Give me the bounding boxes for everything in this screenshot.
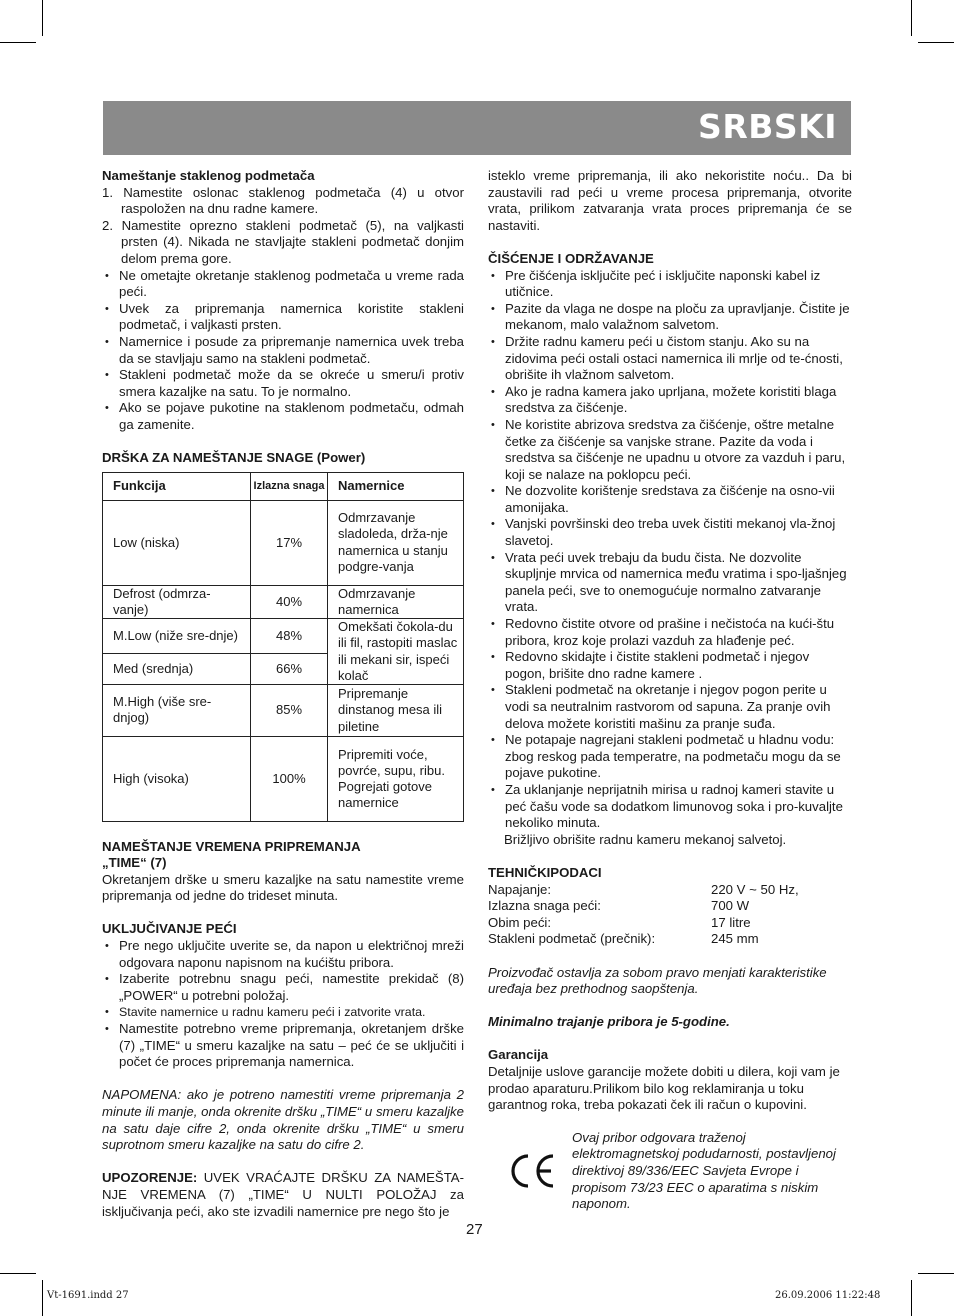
crop-mark (918, 42, 954, 43)
page-number: 27 (466, 1221, 483, 1238)
list-item: • Pazite da vlaga ne dospe na ploču za upravljanje. Čistite je mekanom, malo valažnom salvetom. (488, 301, 852, 334)
list-item: • Namestite potrebno vreme pripremanja, okretanjem drške (7) „TIME“ u smeru kazaljke na satu – peć će se uključiti i počet će proces pripremanja namernica. (102, 1021, 464, 1071)
section-heading: „TIME“ (7) (102, 855, 167, 871)
warning-paragraph (102, 1170, 464, 1220)
list-item: • Ne potapaje nagrejani stakleni podmetač u hladnu vodu: zbog reskog pada temperatre, na podmetaču mogu da se pojave pukotine. (488, 732, 852, 782)
ce-text: Ovaj pribor odgovara traženoj elektromagnetskoj podudarnosti, postavljenoj direktivoj 89/336/EEC Savjeta Evrope i propisom 73/23 EEC o aparatima s niskim naponom. (572, 1129, 836, 1212)
table-cell: 48% (251, 619, 328, 653)
spec-value: 17 litre (711, 914, 751, 930)
spec-label: Napajanje: (488, 881, 552, 897)
spec-list (488, 882, 852, 948)
list-item: • Ako se pojave pukotine na staklenom podmetaču, odmah ga zamenite. (102, 400, 464, 433)
minimum-life-text: Minimalno trajanje pribora je 5-godine. (488, 1014, 730, 1030)
section-heading: TEHNIČKIPODACI (488, 864, 602, 880)
power-table (102, 472, 464, 822)
list-item: • Ne ometajte okretanje staklenog podmetača u vreme rada peći. (102, 268, 464, 301)
list-item: • Za uklanjanje neprijatnih mirisa u radnoj kameri stavite u peć čašu vode sa dodatkom limunovog soka i pro-kuvaljte nekoliko minuta. (488, 782, 852, 832)
spec-label: Obim peći: (488, 914, 552, 930)
table-cell: 66% (251, 653, 328, 684)
crop-mark (911, 0, 912, 36)
table-cell: Pripremiti voće, povrće, supu, ribu. Pogrejati gotove namernice (328, 736, 464, 821)
crop-mark (42, 1280, 43, 1316)
left-column (102, 168, 464, 1220)
warning-label: UPOZORENJE: (102, 1170, 198, 1186)
table-row (103, 619, 464, 653)
list-item: • Ne dozvolite korištenje sredstava za čišćenje na osno-vii amonijaka. (488, 483, 852, 516)
column-header: Funkcija (103, 472, 251, 500)
paragraph: Okretanjem drške u smeru kazaljke na satu namestite vreme pripremanja od jedne do trideset minuta. (102, 871, 464, 904)
table-cell: M.Low (niže sre-dnje) (103, 619, 251, 653)
table-row (103, 585, 464, 618)
table-cell: Defrost (odmrza-vanje) (103, 585, 251, 618)
list-item: • Namernice i posude za pripremanje namernica uvek treba da se stavljaju samo na stakleni podmetač. (102, 334, 464, 367)
table-cell: High (visoka) (103, 736, 251, 821)
disclaimer-text: Proizvođač ostavlja za sobom pravo menjati karakteristike uređaja bez prethodnog saopštenja. (488, 964, 827, 997)
list-item: • Stakleni podmetač može da se okreće u smeru/i protiv smera kazaljke na satu. To je normalno. (102, 367, 464, 400)
list-item: • Ako je radna kamera jako uprljana, možete koristiti blaga sredstva za čišćenje. (488, 384, 852, 417)
list-item: • Uvek za pripremanja namernica koristite stakleni podmetač, i valjkasti prsten. (102, 301, 464, 334)
list-item: • Ne koristite abrizova sredstva za čišćenje, oštre metalne četke za čišćenje sa vanjske strane. Pazite da voda i sredstva sa čišćenje ne upadnu u otvore za vazduh i paru, koji se nalaze na poklopcu peći. (488, 417, 852, 483)
list-item: • Pre čišćenja isključite peć i isključite naponski kabel iz utičnice. (488, 268, 852, 301)
table-cell: M.High (više sre-dnjog) (103, 684, 251, 736)
spec-label: Izlazna snaga peći: (488, 898, 601, 914)
list-item: • Držite radnu kameru peći u čistom stanju. Ako su na zidovima peći ostali ostaci namernica ili mrlje od te-ćnosti, obrišite ih vlažnom salvetom. (488, 334, 852, 384)
crop-mark (0, 42, 36, 43)
section-heading: UKLJUČIVANJE PEĆI (102, 921, 237, 937)
list-item: • Vrata peći uvek trebaju da budu čista. Ne dozvolite skupljnje mrvica od namernica među vratima i spo-ljašnjeg panela peći, sve to onemogućuje normalno zatvaranje vrata. (488, 550, 852, 616)
paragraph: Brižljivo obrišite radnu kameru mekanoj salvetoj. (504, 831, 787, 847)
table-row (103, 500, 464, 585)
table-cell: 85% (251, 684, 328, 736)
numbered-step: 2. Namestite oprezno stakleni podmetač (5), na valjkasti prsten (4). Nikada ne stavljajte stakleni podmetač donjim delom prema gore. (102, 217, 464, 266)
bullet-list (102, 938, 464, 1071)
table-cell: Omekšati čokola-du ili fil, rastopiti maslac ili mekani sir, ispeći kolač (328, 619, 464, 685)
table-cell: Low (niska) (103, 500, 251, 585)
spec-value: 220 V ~ 50 Hz, (711, 881, 799, 897)
section-heading: DRŠKA ZA NAMEŠTANJE SNAGE (Power) (102, 450, 366, 466)
list-item: • Redovno čistite otvore od prašine i nečistoća na kući-štu pribora, kroz koje prolazi vazduh za hlađenje peć. (488, 616, 852, 649)
ce-conformity (488, 1130, 852, 1213)
spec-label: Stakleni podmetač (prečnik): (488, 931, 656, 947)
table-header-row (103, 472, 464, 500)
list-item: • Stakleni podmetač na okretanje i njegov pogon perite u vodi sa neutralnim rastvorom od sapuna. Za pranje ovih delova možete koristiti mašinu za pranje suđa. (488, 682, 852, 732)
right-column (488, 168, 852, 1213)
footer-file: Vt-1691.indd 27 (47, 1290, 129, 1301)
crop-mark (918, 1273, 954, 1274)
section-heading: NAMEŠTANJE VREMENA PRIPREMANJA (102, 838, 361, 854)
column-header: Namernice (328, 472, 464, 500)
section-heading: Garancija (488, 1047, 549, 1063)
language-banner (103, 101, 851, 155)
bullet-list (102, 268, 464, 434)
table-cell: 17% (251, 500, 328, 585)
crop-mark (0, 1273, 36, 1274)
list-item: • Stavite namernice u radnu kameru peći i zatvorite vrata. (102, 1004, 464, 1021)
table-cell: Pripremanje dinstanog mesa ili piletine (328, 684, 464, 736)
footer-date: 26.09.2006 11:22:48 (775, 1290, 881, 1301)
table-row (103, 736, 464, 821)
list-item: • Izaberite potrebnu snagu peći, namestite prekidač (8) „POWER“ u potrebni položaj. (102, 971, 464, 1004)
spec-value: 245 mm (711, 931, 759, 947)
numbered-step: 1. Namestite oslonac staklenog podmetača (4) u otvor raspoložen na dnu radne kamere. (102, 184, 464, 217)
warning-text: UVEK VRAĆAJTE DRŠKU ZA NAMEŠTA-NJE VREMENA (7) „TIME“ U NULTI POLOŽAJ za isključivanja peći, ako ste izvadili namernice pre nego što je (102, 1170, 464, 1219)
section-heading: Nameštanje staklenog podmetača (102, 168, 315, 183)
section-heading: ČIŠĆENJE I ODRŽAVANJE (488, 250, 654, 266)
list-item: • Pre nego uključite uverite se, da napon u električnoj mreži odgovara naponu napisnom na kućištu pribora. (102, 938, 464, 971)
list-item: • Redovno skidajte i čistite stakleni podmetač i njegov pogon, brišite dno radne kamere . (488, 649, 852, 682)
page-title: SRBSKI (698, 107, 837, 146)
note-paragraph: NAPOMENA: ako je potreno namestiti vreme pripremanja 2 minute ili manje, onda okrenite dršku „TIME“ u smeru kazaljke na satu daje cifre 2, onda okrenite dršku „TIME“ u smeru suprotnom smeru kazaljke na satu do cifre 2. (102, 1087, 464, 1153)
table-cell: 40% (251, 585, 328, 618)
paragraph: isteklo vreme pripremanja, ili ako nekoristite noću.. Da bi zaustavili rad peći u vreme procesa pripremanja, otvorite vrata, prilikom zatvaranja vrata proces pripremanja će se nastaviti. (488, 168, 852, 233)
bullet-list (488, 268, 852, 832)
table-cell: Med (srednja) (103, 653, 251, 684)
crop-mark (911, 1280, 912, 1316)
table-cell: Odmrzavanje namernica (328, 585, 464, 618)
column-header: Izlazna snaga (251, 472, 328, 500)
list-item: • Vanjski površinski deo treba uvek čistiti mekanoj vla-žnoj slavetoj. (488, 516, 852, 549)
spec-value: 700 W (711, 898, 750, 914)
ce-mark-icon (488, 1130, 572, 1213)
table-cell: Odmrzavanje sladoleda, drža-nje namernica u stanju podgre-vanja (328, 500, 464, 585)
paragraph: Detaljnije uslove garancije možete dobiti u dilera, koji vam je prodao aparaturu.Prilikom bilo kog reklamiranja u toku garantnog roka, treba pokazati ček ili račun o kupovini. (488, 1064, 840, 1113)
table-cell: 100% (251, 736, 328, 821)
crop-mark (42, 0, 43, 36)
table-row (103, 684, 464, 736)
